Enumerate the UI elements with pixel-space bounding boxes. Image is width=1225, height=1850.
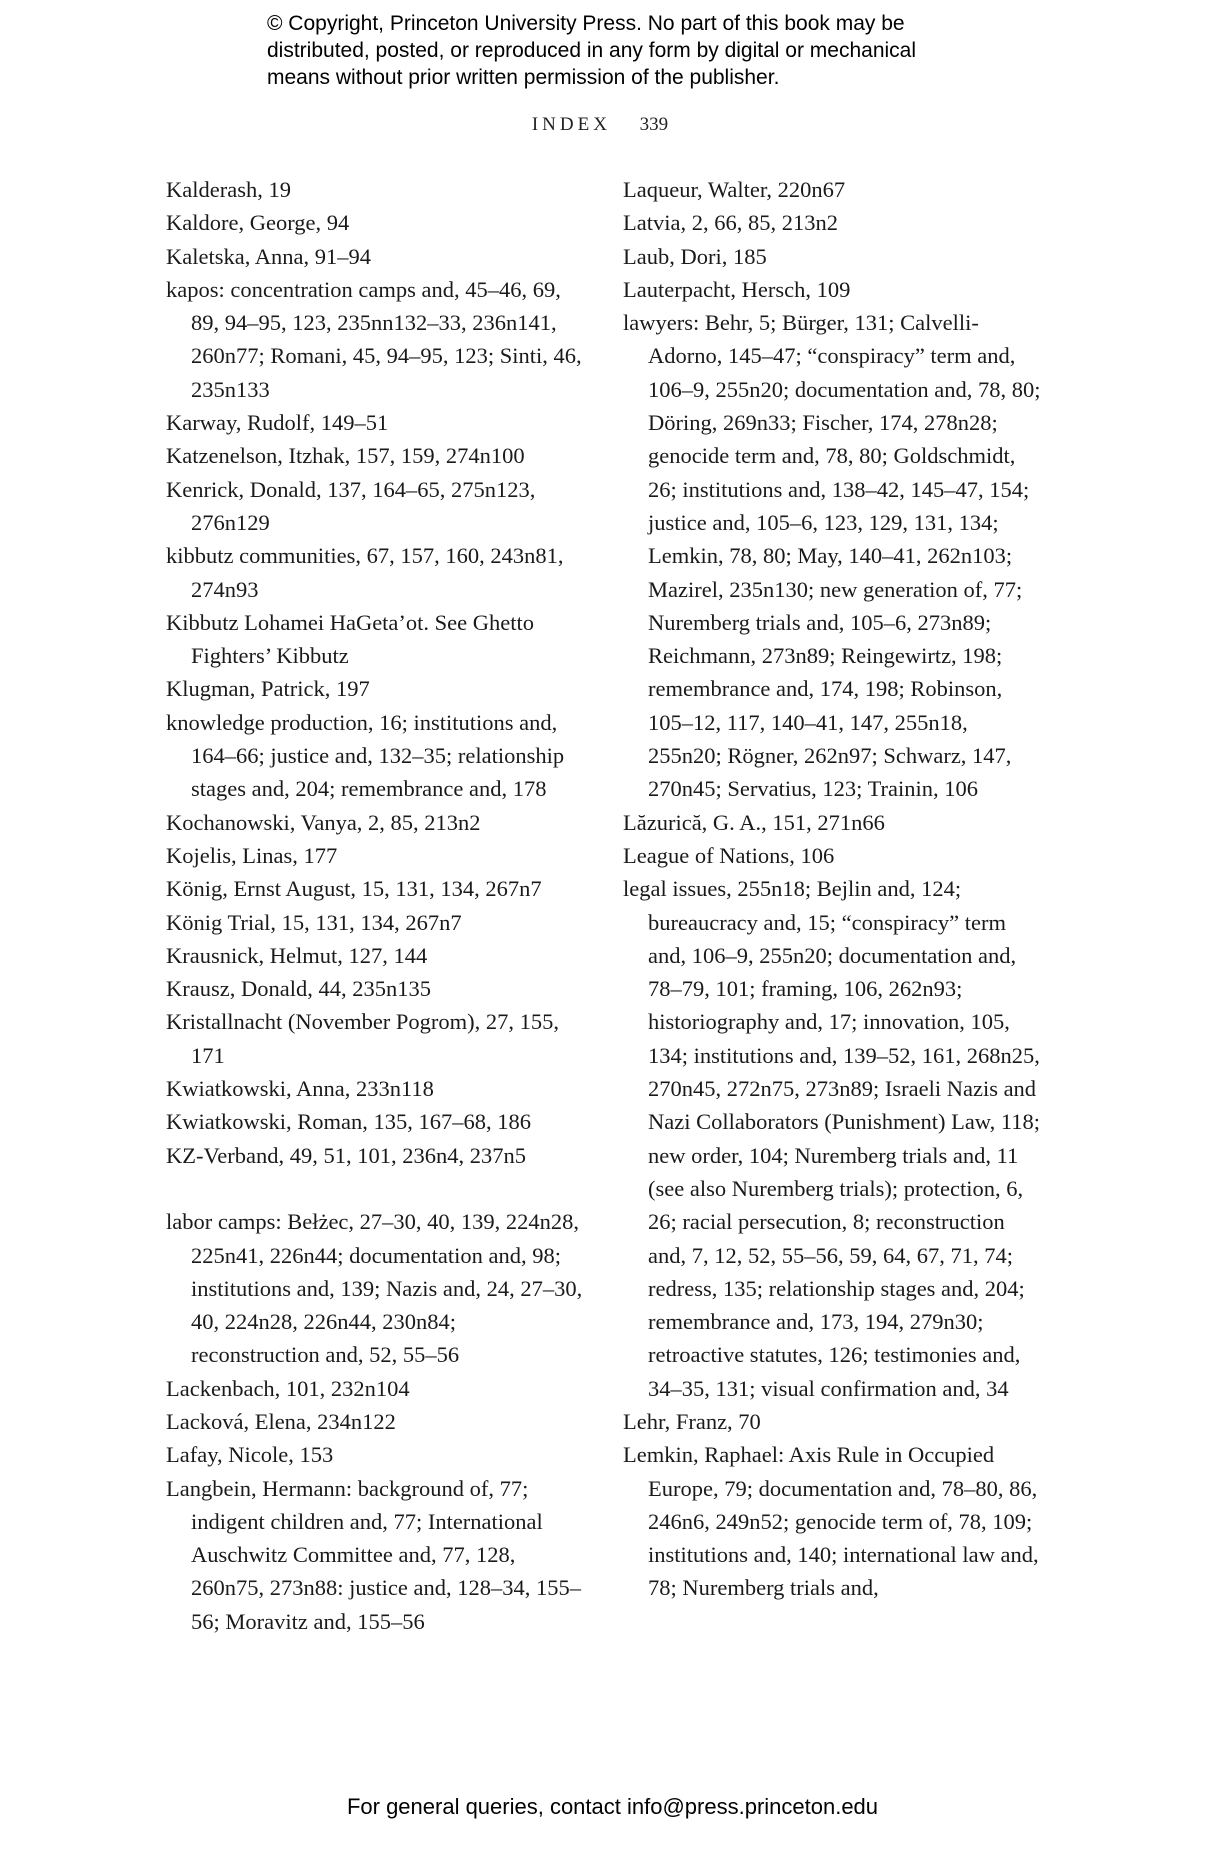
copyright-line: means without prior written permission of the publisher. — [267, 66, 780, 89]
index-entry: Kochanowski, Vanya, 2, 85, 213n2 — [166, 809, 481, 835]
running-head — [0, 114, 1200, 136]
index-entry: lawyers: Behr, 5; Bürger, 131; Calvelli-Adorno, 145–47; “conspiracy” term and, 106–9, 255n20; documentation and, 78, 80; Döring, 269n33; Fischer, 174, 278n28; genocide term and, 78, 80; Goldschmidt, 26; institutions and, 138–42, 145–47, 154; justice and, 105–6, 123, 129, 131, 134; Lemkin, 78, 80; May, 140–41, 262n103; Mazirel, 235n130; new generation of, 77; Nuremberg trials and, 105–6, 273n89; Reichmann, 273n89; Reingewirtz, 198; remembrance and, 174, 198; Robinson, 105–12, 117, 140–41, 147, 255n18, 255n20; Rögner, 262n97; Schwarz, 147, 270n45; Servatius, 123; Trainin, 106 — [623, 310, 1041, 802]
index-entry: legal issues, 255n18; Bejlin and, 124; bureaucracy and, 15; “conspiracy” term and, 106–9, 255n20; documentation and, 78–79, 101; framing, 106, 262n93; historiography and, 17; innovation, 105, 134; institutions and, 139–52, 161, 268n25, 270n45, 272n75, 273n89; Israeli Nazis and Nazi Collaborators (Punishment) Law, 118; new order, 104; Nuremberg trials and, 11 (see also Nuremberg trials); protection, 6, 26; racial persecution, 8; reconstruction and, 7, 12, 52, 55–56, 59, 64, 67, 71, 74; redress, 135; relationship stages and, 204; remembrance and, 173, 194, 279n30; retroactive statutes, 126; testimonies and, 34–35, 131; visual confirmation and, 34 — [623, 876, 1041, 1401]
footer-contact: For general queries, contact info@press.princeton.edu — [346, 1794, 879, 1819]
index-entry: Latvia, 2, 66, 85, 213n2 — [623, 210, 838, 236]
index-entry: Kenrick, Donald, 137, 164–65, 275n123, 276n129 — [166, 476, 536, 535]
index-entry: Lafay, Nicole, 153 — [166, 1442, 334, 1468]
copyright-line: © Copyright, Princeton University Press. No part of this book may be — [267, 12, 905, 35]
index-entry: Kwiatkowski, Roman, 135, 167–68, 186 — [166, 1109, 531, 1135]
index-entry: Karway, Rudolf, 149–51 — [166, 410, 389, 436]
index-entry: Lauterpacht, Hersch, 109 — [623, 276, 851, 302]
index-entry: Lackenbach, 101, 232n104 — [166, 1375, 410, 1401]
index-entry: König, Ernst August, 15, 131, 134, 267n7 — [166, 876, 542, 902]
index-entry: League of Nations, 106 — [623, 842, 835, 868]
index-entry: Krausnick, Helmut, 127, 144 — [166, 942, 428, 968]
index-entry: Lacková, Elena, 234n122 — [166, 1408, 396, 1434]
index-entry: knowledge production, 16; institutions and, 164–66; justice and, 132–35; relationship stages and, 204; remembrance and, 178 — [166, 709, 565, 802]
index-entry: Kwiatkowski, Anna, 233n118 — [166, 1076, 434, 1102]
index-entry: Lemkin, Raphael: Axis Rule in Occupied Europe, 79; documentation and, 78–80, 86, 246n6, 249n52; genocide term of, 78, 109; institutions and, 140; international law and, 78; Nuremberg trials and, — [623, 1442, 1039, 1601]
index-entry: KZ-Verband, 49, 51, 101, 236n4, 237n5 — [166, 1142, 526, 1168]
index-entry: Laub, Dori, 185 — [623, 243, 767, 269]
index-entry: Kaldore, George, 94 — [166, 210, 350, 236]
page-number: 339 — [639, 114, 669, 135]
index-entry: Kaletska, Anna, 91–94 — [166, 243, 371, 269]
index-column-right — [623, 173, 1043, 1605]
index-entry: kibbutz communities, 67, 157, 160, 243n81, 274n93 — [166, 543, 564, 602]
copyright-line: distributed, posted, or reproduced in any form by digital or mechanical — [267, 39, 917, 62]
index-entry: König Trial, 15, 131, 134, 267n7 — [166, 909, 462, 935]
index-entry: Krausz, Donald, 44, 235n135 — [166, 976, 431, 1002]
index-entry: Langbein, Hermann: background of, 77; indigent children and, 77; International Auschwitz Committee and, 77, 128, 260n75, 273n88: justice and, 128–34, 155–56; Moravitz and, 155–56 — [166, 1475, 581, 1634]
copyright-notice — [267, 10, 1027, 91]
index-entry: kapos: concentration camps and, 45–46, 69, 89, 94–95, 123, 235nn132–33, 236n141, 260n77; Romani, 45, 94–95, 123; Sinti, 46, 235n133 — [166, 276, 582, 402]
index-entry: labor camps: Bełżec, 27–30, 40, 139, 224n28, 225n41, 226n44; documentation and, 98; institutions and, 139; Nazis and, 24, 27–30, 40, 224n28, 226n44, 230n84; reconstruction and, 52, 55–56 — [166, 1209, 583, 1368]
index-entry: Klugman, Patrick, 197 — [166, 676, 370, 702]
index-entry: Lăzurică, G. A., 151, 271n66 — [623, 809, 885, 835]
index-entry: Kalderash, 19 — [166, 177, 291, 202]
letter-group-gap — [166, 1172, 586, 1205]
running-head-label: INDEX — [531, 114, 611, 135]
index-entry: Laqueur, Walter, 220n67 — [623, 177, 846, 202]
index-entry: Lehr, Franz, 70 — [623, 1408, 761, 1434]
index-entry: Kojelis, Linas, 177 — [166, 842, 338, 868]
index-column-left — [166, 173, 586, 1638]
index-entry: Katzenelson, Itzhak, 157, 159, 274n100 — [166, 443, 525, 469]
index-entry: Kristallnacht (November Pogrom), 27, 155, 171 — [166, 1009, 560, 1068]
index-entry: Kibbutz Lohamei HaGeta’ot. See Ghetto Fighters’ Kibbutz — [166, 609, 535, 669]
